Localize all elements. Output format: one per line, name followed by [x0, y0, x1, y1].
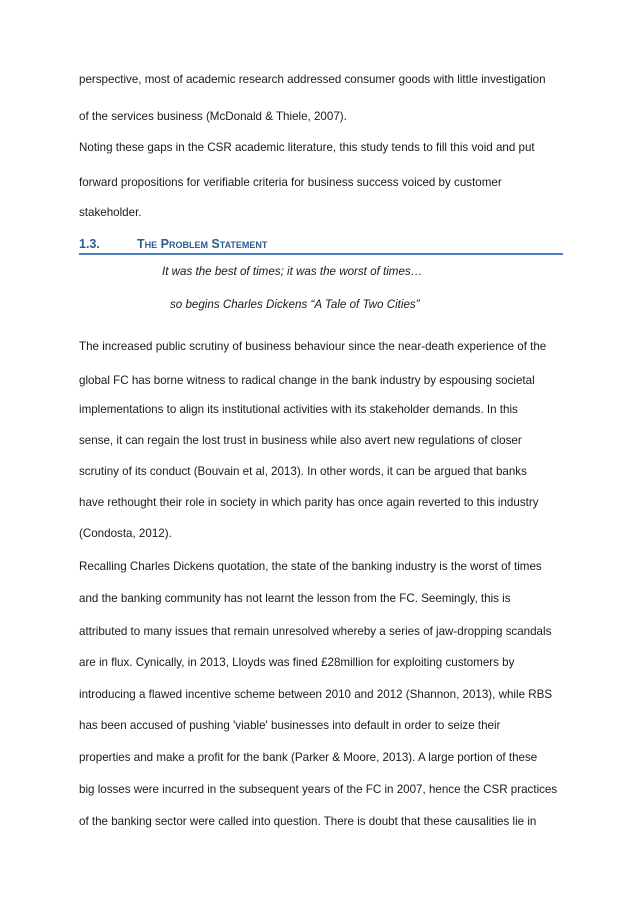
epigraph-attribution: so begins Charles Dickens “A Tale of Two Cities” [170, 298, 420, 311]
para2-line: (Condosta, 2012). [79, 527, 172, 540]
para3-line: big losses were incurred in the subsequent years of the FC in 2007, hence the CSR practices [79, 783, 558, 796]
section-heading [79, 237, 267, 252]
para2-line: global FC has borne witness to radical change in the bank industry by espousing societal [79, 374, 535, 387]
para1-line: Noting these gaps in the CSR academic literature, this study tends to fill this void and put [79, 141, 535, 154]
para3-line: attributed to many issues that remain unresolved whereby a series of jaw-dropping scandals [79, 625, 552, 638]
para3-line: and the banking community has not learnt the lesson from the FC. Seemingly, this is [79, 592, 511, 605]
section-number: 1.3. [79, 237, 100, 251]
para3-line: introducing a flawed incentive scheme between 2010 and 2012 (Shannon, 2013), while RBS [79, 688, 553, 701]
para2-line: implementations to align its institutional activities with its stakeholder demands. In this [79, 403, 518, 416]
para3-line: properties and make a profit for the bank (Parker & Moore, 2013). A large portion of these [79, 751, 538, 764]
para2-line: sense, it can regain the lost trust in business while also avert new regulations of closer [79, 434, 522, 447]
para3-line: of the banking sector were called into question. There is doubt that these causalities lie in [79, 815, 537, 828]
para3-line: Recalling Charles Dickens quotation, the state of the banking industry is the worst of times [79, 560, 542, 573]
para1-line: of the services business (McDonald & Thiele, 2007). [79, 110, 347, 123]
para2-line: have rethought their role in society in which parity has once again reverted to this industry [79, 496, 539, 509]
para1-line: stakeholder. [79, 206, 142, 219]
heading-underline [79, 253, 563, 255]
para2-line: scrutiny of its conduct (Bouvain et al, 2013). In other words, it can be argued that banks [79, 465, 527, 478]
section-title: The Problem Statement [137, 237, 268, 251]
para2-line: The increased public scrutiny of business behaviour since the near-death experience of the [79, 340, 547, 353]
para1-line: forward propositions for verifiable criteria for business success voiced by customer [79, 176, 502, 189]
para3-line: are in flux. Cynically, in 2013, Lloyds was fined £28million for exploiting customers by [79, 656, 515, 669]
para1-line: perspective, most of academic research addressed consumer goods with little investigation [79, 73, 546, 86]
epigraph-line: It was the best of times; it was the worst of times… [162, 265, 423, 278]
para3-line: has been accused of pushing 'viable' businesses into default in order to seize their [79, 719, 501, 732]
